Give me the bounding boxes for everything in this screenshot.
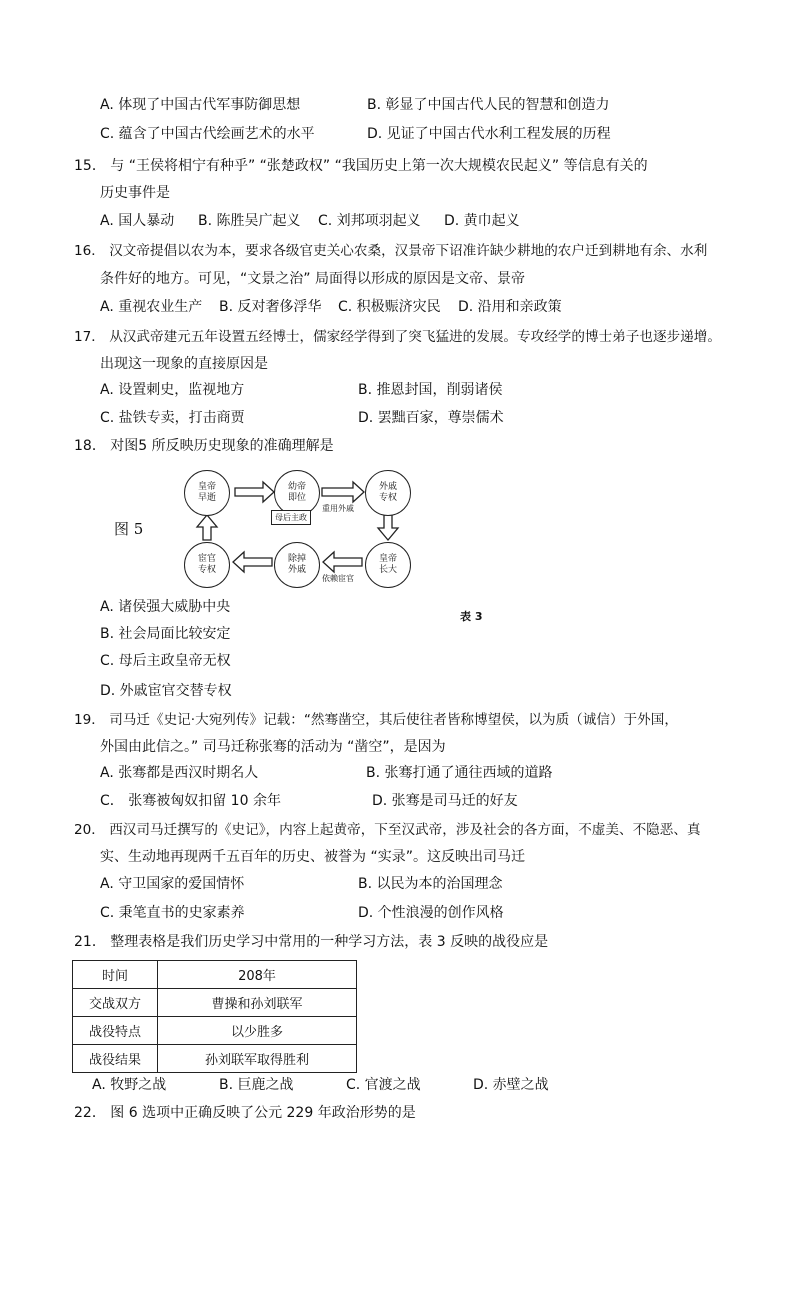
- q19-option-c: C． 张骞被匈奴扣留 10 余年: [100, 793, 281, 809]
- q14-option-a: A. 体现了中国古代军事防御思想: [100, 97, 301, 113]
- q17-option-b: B. 推恩封国，削弱诸侯: [358, 382, 503, 398]
- q21-option-d: D. 赤壁之战: [473, 1077, 549, 1093]
- q15-option-c: C. 刘邦项羽起义: [318, 213, 421, 229]
- figure5-diagram: [100, 470, 430, 590]
- q18-stem-line1: 18． 对图5 所反映历史现象的准确理解是: [74, 438, 334, 454]
- q21-option-b: B. 巨鹿之战: [219, 1077, 294, 1093]
- q15-option-a: A. 国人暴动: [100, 213, 175, 229]
- q14-option-d: D. 见证了中国古代水利工程发展的历程: [367, 126, 611, 142]
- table3: [72, 960, 357, 1073]
- q16-option-b: B. 反对奢侈浮华: [219, 299, 322, 315]
- q20-stem-line1: 20． 西汉司马迁撰写的《史记》，内容上起黄帝，下至汉武帝，涉及社会的各方面，不虚美、不隐恶、真: [74, 822, 701, 838]
- q14-option-b: B. 彰显了中国古代人民的智慧和创造力: [367, 97, 610, 113]
- q21-option-a: A. 牧野之战: [92, 1077, 167, 1093]
- q20-option-d: D. 个性浪漫的创作风格: [358, 905, 504, 921]
- node-eunuch-power: 宦官 专权: [184, 542, 230, 588]
- q17-stem-line1: 17． 从汉武帝建元五年设置五经博士，儒家经学得到了突飞猛进的发展。专攻经学的博士弟子也逐步递增。: [74, 329, 721, 345]
- q20-option-a: A. 守卫国家的爱国情怀: [100, 876, 245, 892]
- q16-option-d: D. 沿用和亲政策: [458, 299, 562, 315]
- table-row: [73, 989, 357, 1017]
- q18-option-c: C. 母后主政皇帝无权: [100, 653, 231, 669]
- q20-stem-line2: 实、生动地再现两千五百年的历史、被誉为 “实录”。这反映出司马迁: [100, 849, 525, 865]
- node-emperor-grows: 皇帝 长大: [365, 542, 411, 588]
- table-cell: 孙刘联军取得胜利: [158, 1045, 357, 1073]
- table-cell: 战役特点: [73, 1017, 158, 1045]
- q15-option-b: B. 陈胜吴广起义: [198, 213, 301, 229]
- figure5-label: 图 5: [114, 520, 144, 538]
- edge-rely-eunuchs: 依赖宦官: [322, 574, 354, 583]
- q18-option-d: D. 外戚宦官交替专权: [100, 683, 232, 699]
- q17-option-c: C. 盐铁专卖，打击商贾: [100, 410, 245, 426]
- q18-option-a: A. 诸侯强大威胁中央: [100, 599, 231, 615]
- q17-option-a: A. 设置刺史，监视地方: [100, 382, 245, 398]
- q19-option-a: A. 张骞都是西汉时期名人: [100, 765, 259, 781]
- q15-stem-line2: 历史事件是: [100, 185, 170, 201]
- q20-option-b: B. 以民为本的治国理念: [358, 876, 503, 892]
- q19-option-b: B. 张骞打通了通往西域的道路: [366, 765, 553, 781]
- q19-stem-line2: 外国由此信之。” 司马迁称张骞的活动为 “凿空”，是因为: [100, 739, 446, 755]
- q16-stem-line1: 16． 汉文帝提倡以农为本，要求各级官吏关心农桑，汉景帝下诏准许缺少耕地的农户迁到耕地有余、水利: [74, 243, 708, 259]
- table-cell: 交战双方: [73, 989, 158, 1017]
- q16-stem-line2: 条件好的地方。可见，“文景之治” 局面得以形成的原因是文帝、景帝: [100, 271, 525, 287]
- q19-stem-line1: 19． 司马迁《史记·大宛列传》记载：“然骞凿空，其后使往者皆称博望侯，以为质（诚信）于外国，: [74, 712, 678, 728]
- table-cell: 战役结果: [73, 1045, 158, 1073]
- q20-option-c: C. 秉笔直书的史家素养: [100, 905, 245, 921]
- table-cell: 208年: [158, 961, 357, 989]
- q17-option-d: D. 罢黜百家，尊崇儒术: [358, 410, 504, 426]
- q22-stem-line1: 22． 图 6 选项中正确反映了公元 229 年政治形势的是: [74, 1105, 416, 1121]
- node-remove-relatives: 除掉 外戚: [274, 542, 320, 588]
- q17-stem-line2: 出现这一现象的直接原因是: [100, 356, 268, 372]
- box-empress-dowager: 母后主政: [271, 510, 311, 525]
- q16-option-a: A. 重视农业生产: [100, 299, 203, 315]
- q21-option-c: C. 官渡之战: [346, 1077, 421, 1093]
- node-child-emperor: 幼帝 即位: [274, 470, 320, 516]
- q21-stem-line1: 21． 整理表格是我们历史学习中常用的一种学习方法，表 3 反映的战役应是: [74, 934, 549, 950]
- table-row: [73, 1017, 357, 1045]
- q16-option-c: C. 积极赈济灾民: [338, 299, 441, 315]
- table-cell: 时间: [73, 961, 158, 989]
- q15-stem-line1: 15． 与 “王侯将相宁有种乎” “张楚政权” “我国历史上第一次大规模农民起义” 等信息有关的: [74, 158, 648, 174]
- q15-option-d: D. 黄巾起义: [444, 213, 520, 229]
- table3-caption: 表 3: [460, 610, 483, 623]
- table-cell: 曹操和孙刘联军: [158, 989, 357, 1017]
- table-row: [73, 961, 357, 989]
- q19-option-d: D. 张骞是司马迁的好友: [372, 793, 518, 809]
- edge-reuse-relatives: 重用外戚: [322, 504, 354, 513]
- q18-option-b: B. 社会局面比较安定: [100, 626, 231, 642]
- table-cell: 以少胜多: [158, 1017, 357, 1045]
- table-row: [73, 1045, 357, 1073]
- node-relatives-power: 外戚 专权: [365, 470, 411, 516]
- node-emperor-dies: 皇帝 早逝: [184, 470, 230, 516]
- q14-option-c: C. 蕴含了中国古代绘画艺术的水平: [100, 126, 315, 142]
